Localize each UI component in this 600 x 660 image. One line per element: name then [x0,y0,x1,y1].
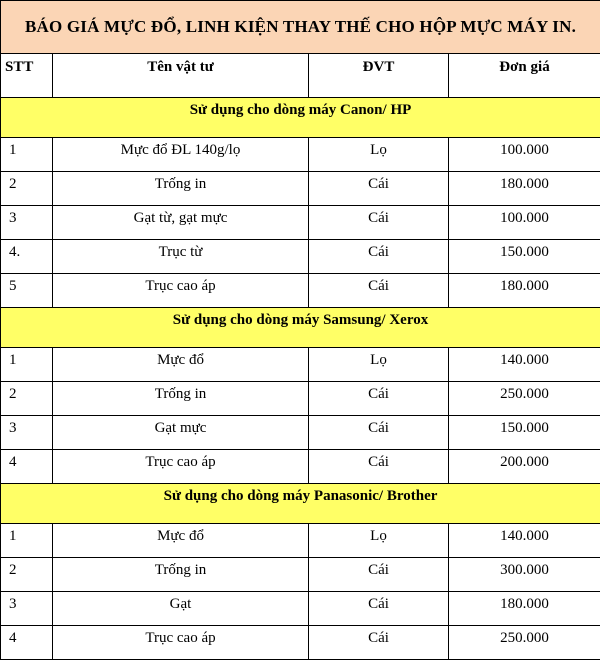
cell-unit: Cái [309,416,449,450]
table-row [1,592,600,626]
cell-name: Trống in [53,172,309,206]
cell-price: 140.000 [449,348,600,382]
cell-price: 150.000 [449,416,600,450]
cell-price: 250.000 [449,382,600,416]
cell-name: Trống in [53,382,309,416]
cell-price: 180.000 [449,592,600,626]
cell-stt: 1 [1,138,53,172]
section-row [1,98,600,138]
cell-price: 150.000 [449,240,600,274]
cell-stt: 1 [1,524,53,558]
table-row [1,450,600,484]
cell-name: Gạt từ, gạt mực [53,206,309,240]
cell-stt: 2 [1,172,53,206]
cell-name: Gạt [53,592,309,626]
cell-stt: 3 [1,416,53,450]
section-heading: Sử dụng cho dòng máy Samsung/ Xerox [1,308,600,348]
table-row [1,206,600,240]
cell-unit: Cái [309,382,449,416]
cell-price: 140.000 [449,524,600,558]
cell-stt: 3 [1,206,53,240]
cell-stt: 4 [1,450,53,484]
table-row [1,416,600,450]
table-row [1,524,600,558]
section-heading: Sử dụng cho dòng máy Panasonic/ Brother [1,484,600,524]
cell-unit: Cái [309,626,449,660]
cell-unit: Lọ [309,348,449,382]
cell-name: Mực đổ [53,348,309,382]
cell-stt: 5 [1,274,53,308]
header-stt: STT [1,54,53,98]
cell-unit: Cái [309,450,449,484]
cell-name: Gạt mực [53,416,309,450]
table-row [1,348,600,382]
table-row [1,382,600,416]
cell-name: Trục cao áp [53,450,309,484]
header-row [1,54,600,98]
section-row [1,308,600,348]
cell-unit: Cái [309,172,449,206]
cell-price: 250.000 [449,626,600,660]
table-row [1,138,600,172]
cell-price: 180.000 [449,274,600,308]
cell-price: 100.000 [449,206,600,240]
cell-unit: Cái [309,274,449,308]
cell-name: Trục từ [53,240,309,274]
cell-unit: Cái [309,592,449,626]
cell-price: 300.000 [449,558,600,592]
cell-name: Trục cao áp [53,274,309,308]
table-row [1,240,600,274]
cell-stt: 2 [1,558,53,592]
cell-name: Mực đổ ĐL 140g/lọ [53,138,309,172]
cell-name: Mực đổ [53,524,309,558]
header-name: Tên vật tư [53,54,309,98]
table-row [1,558,600,592]
header-unit: ĐVT [309,54,449,98]
cell-unit: Cái [309,558,449,592]
page-title: BÁO GIÁ MỰC ĐỔ, LINH KIỆN THAY THẾ CHO HỘP MỰC MÁY IN. [1,1,600,54]
table-row [1,626,600,660]
table-row [1,274,600,308]
cell-name: Trục cao áp [53,626,309,660]
cell-unit: Lọ [309,138,449,172]
cell-stt: 3 [1,592,53,626]
cell-stt: 1 [1,348,53,382]
cell-stt: 2 [1,382,53,416]
cell-unit: Cái [309,240,449,274]
cell-price: 180.000 [449,172,600,206]
section-heading: Sử dụng cho dòng máy Canon/ HP [1,98,600,138]
cell-stt: 4. [1,240,53,274]
cell-price: 100.000 [449,138,600,172]
cell-price: 200.000 [449,450,600,484]
cell-unit: Cái [309,206,449,240]
cell-unit: Lọ [309,524,449,558]
section-row [1,484,600,524]
header-price: Đơn giá [449,54,600,98]
table-row [1,172,600,206]
cell-stt: 4 [1,626,53,660]
cell-name: Trống in [53,558,309,592]
